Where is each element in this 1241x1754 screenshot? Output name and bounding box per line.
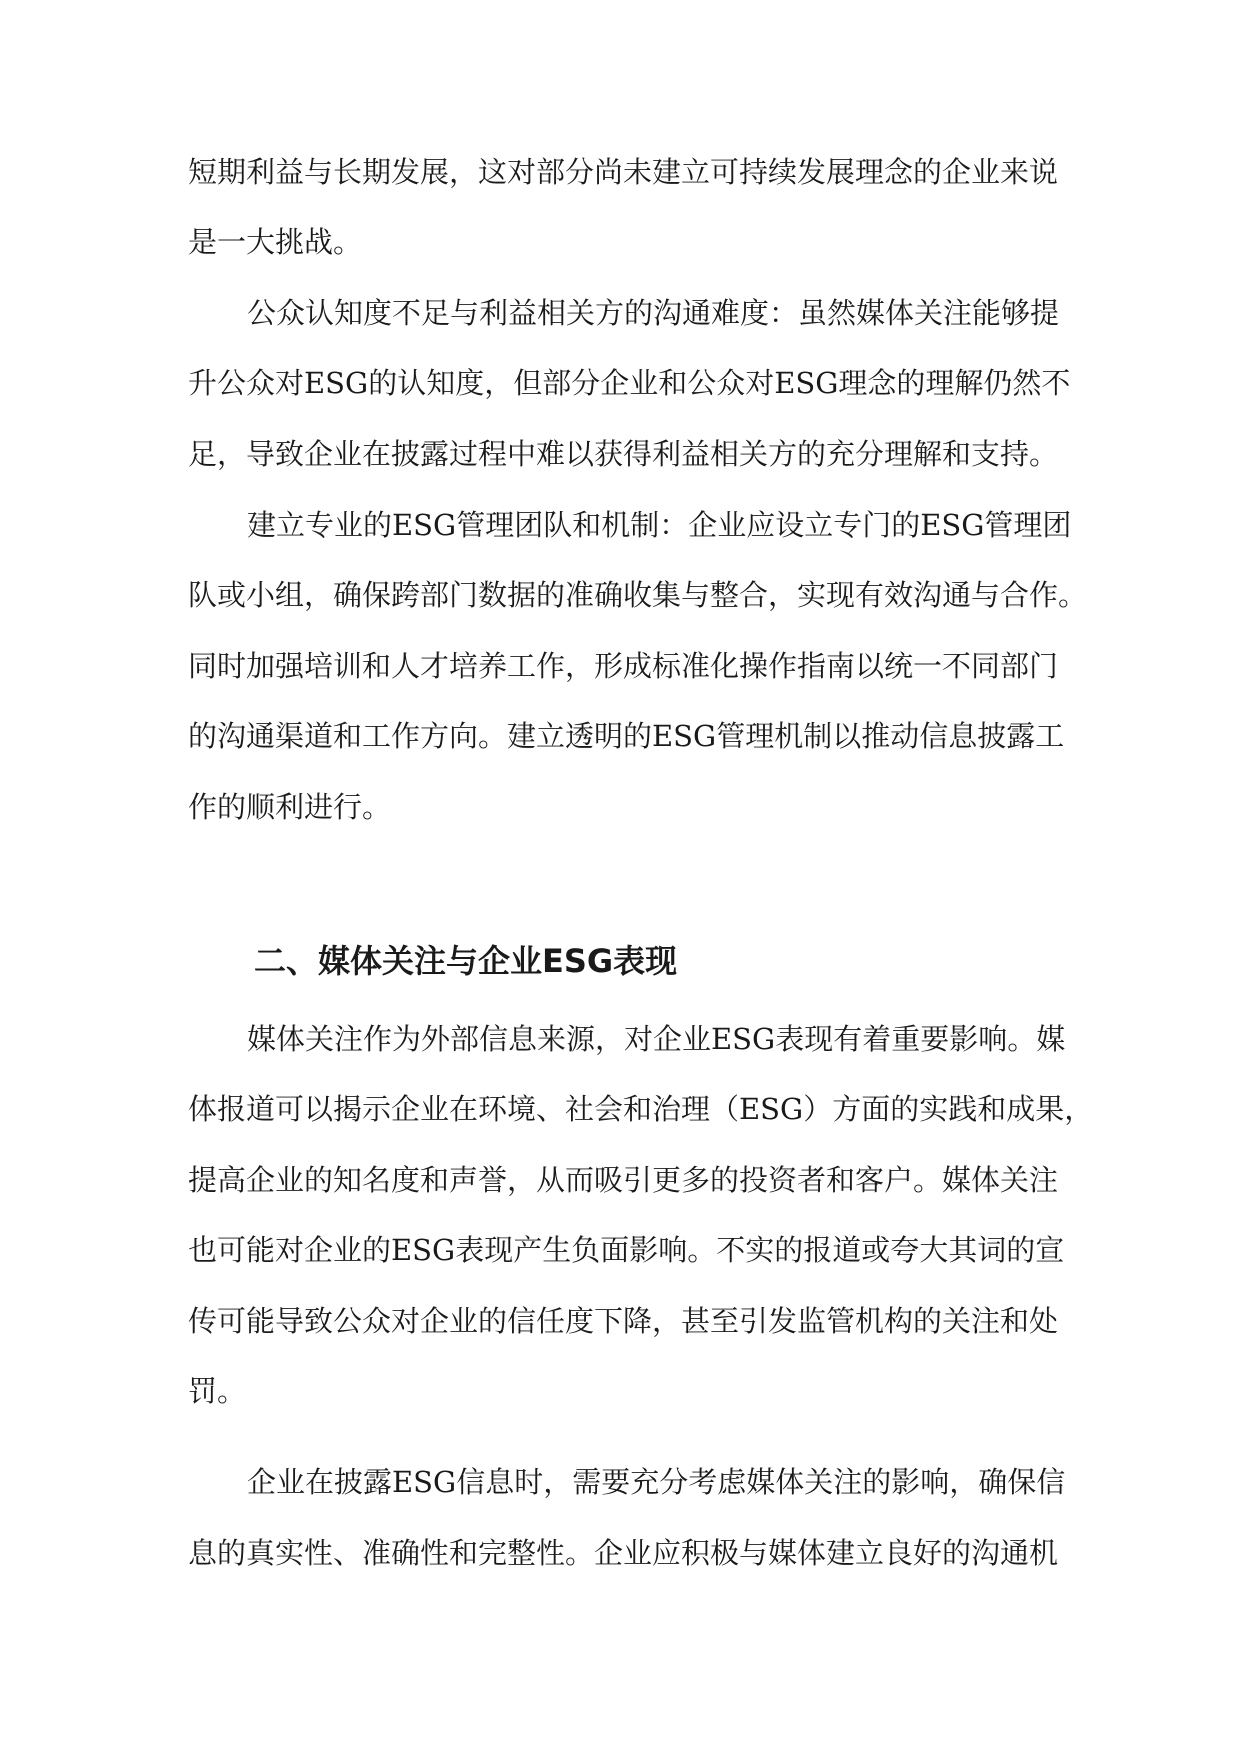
paragraph-4-line-3: 提高企业的知名度和声誉，从而吸引更多的投资者和客户。媒体关注 [188,1163,1059,1197]
paragraph-1-line-1: 短期利益与长期发展，这对部分尚未建立可持续发展理念的企业来说 [188,155,1059,189]
paragraph-5-line-1: 企业在披露ESG信息时，需要充分考虑媒体关注的影响，确保信 [247,1465,1066,1499]
paragraph-3-line-1: 建立专业的ESG管理团队和机制：企业应设立专门的ESG管理团 [247,508,1072,542]
paragraph-2-line-2: 升公众对ESG的认知度，但部分企业和公众对ESG理念的理解仍然不 [188,366,1071,400]
paragraph-4-line-5: 传可能导致公众对企业的信任度下降，甚至引发监管机构的关注和处 [188,1304,1059,1338]
paragraph-3-line-2: 队或小组，确保跨部门数据的准确收集与整合，实现有效沟通与合作。 [188,578,1088,612]
paragraph-3-line-4: 的沟通渠道和工作方向。建立透明的ESG管理机制以推动信息披露工 [188,719,1065,753]
paragraph-3-line-3: 同时加强培训和人才培养工作，形成标准化操作指南以统一不同部门 [188,649,1059,683]
paragraph-4-line-4: 也可能对企业的ESG表现产生负面影响。不实的报道或夸大其词的宣 [188,1233,1065,1267]
paragraph-5-line-2: 息的真实性、准确性和完整性。企业应积极与媒体建立良好的沟通机 [188,1536,1059,1570]
paragraph-4-line-6: 罚。 [188,1374,247,1408]
paragraph-2-line-1: 公众认知度不足与利益相关方的沟通难度：虽然媒体关注能够提 [247,296,1060,330]
section-heading: 二、媒体关注与企业ESG表现 [254,942,678,980]
paragraph-2-line-3: 足，导致企业在披露过程中难以获得利益相关方的充分理解和支持。 [188,437,1059,471]
paragraph-4-line-1: 媒体关注作为外部信息来源，对企业ESG表现有着重要影响。媒 [247,1022,1066,1056]
paragraph-1-line-2: 是一大挑战。 [188,225,363,259]
paragraph-4-line-2: 体报道可以揭示企业在环境、社会和治理（ESG）方面的实践和成果， [188,1092,1094,1126]
paragraph-3-line-5: 作的顺利进行。 [188,790,392,824]
